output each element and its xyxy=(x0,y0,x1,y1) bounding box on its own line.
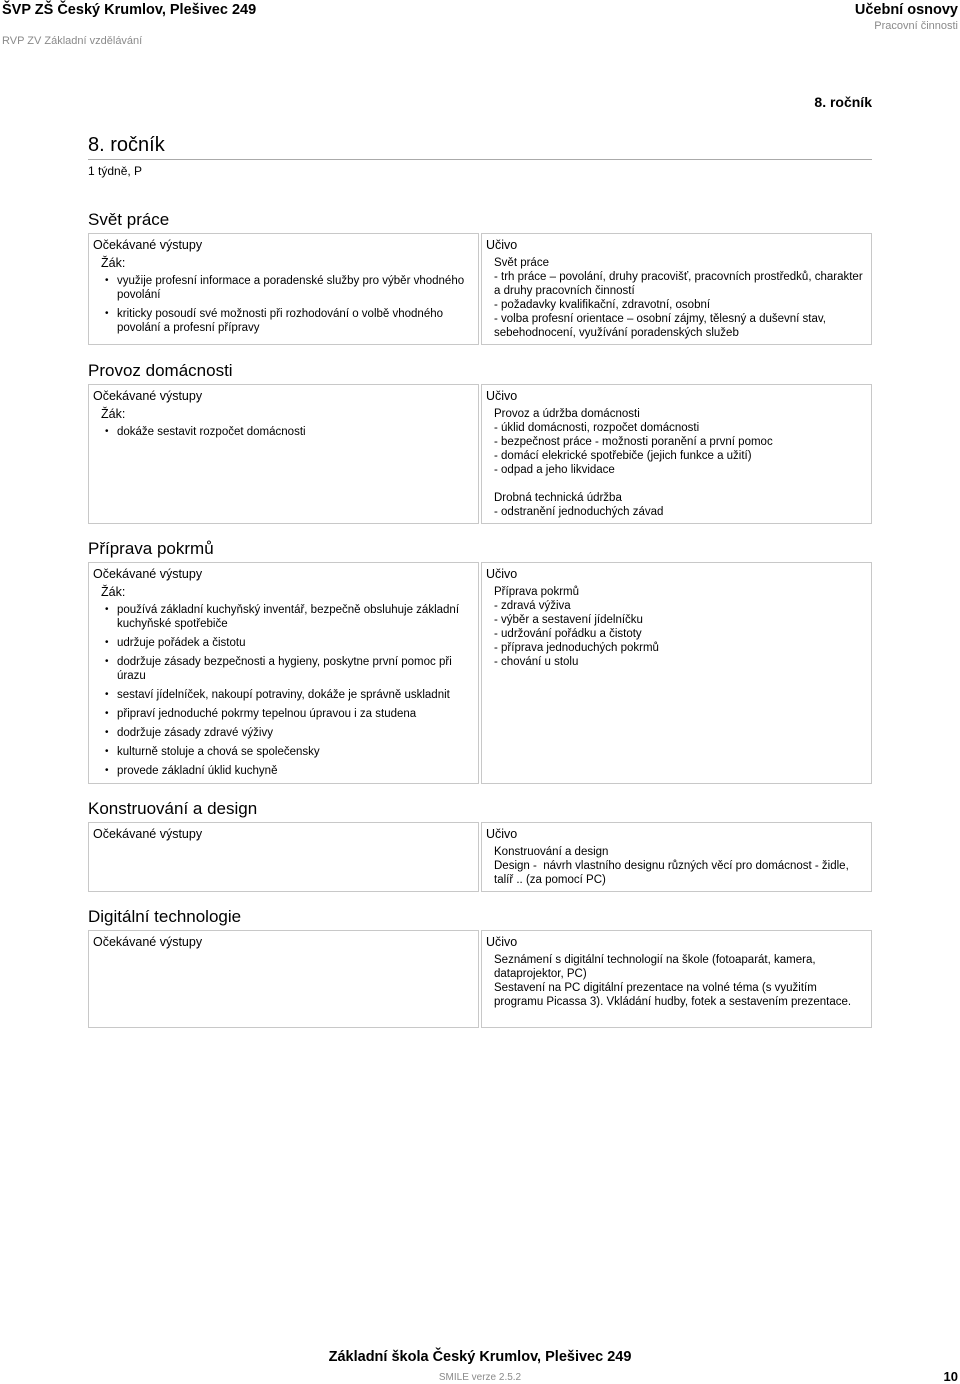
section-title: Digitální technologie xyxy=(88,907,242,926)
grade-block xyxy=(88,133,872,178)
list-item: • dodržuje zásady bezpečnosti a hygieny, poskytne první pomoc při úrazu xyxy=(105,655,474,683)
zak-label: Žák: xyxy=(101,407,126,421)
ucivo-box xyxy=(481,562,872,784)
list-item: • dokáže sestavit rozpočet domácnosti xyxy=(105,425,474,439)
header-grade: 8. ročník xyxy=(814,94,872,110)
ucivo-box xyxy=(481,384,872,524)
outcomes-list xyxy=(93,603,474,778)
ucivo-line: Seznámení s digitální technologií na škole (fotoaparát, kamera, dataprojektor, PC) xyxy=(494,954,819,980)
ucivo-heading: Učivo xyxy=(486,567,518,581)
ucivo-line: Svět práce xyxy=(494,257,549,269)
list-item: • dodržuje zásady zdravé výživy xyxy=(105,726,474,740)
outcomes-heading: Očekávané výstupy xyxy=(93,389,203,403)
ucivo-line: Design - návrh vlastního designu různých věcí pro domácnost - židle, talíř .. (za pomocí PC) xyxy=(494,860,852,886)
ucivo-line: - odstranění jednoduchých závad xyxy=(494,506,664,518)
ucivo-line: - chování u stolu xyxy=(494,656,579,668)
list-item: • provede základní úklid kuchyně xyxy=(105,764,474,778)
ucivo-line: Drobná technická údržba xyxy=(494,492,622,504)
footer-version: SMILE verze 2.5.2 xyxy=(438,1372,522,1383)
list-item: • využije profesní informace a poradenské služby pro výběr vhodného povolání xyxy=(105,274,474,302)
outcomes-box xyxy=(88,562,479,784)
list-item: • sestaví jídelníček, nakoupí potraviny, dokáže je správně uskladnit xyxy=(105,688,474,702)
list-item: • udržuje pořádek a čistotu xyxy=(105,636,474,650)
header-school: ŠVP ZŠ Český Krumlov, Plešivec 249 xyxy=(2,2,257,18)
ucivo-box xyxy=(481,233,872,345)
list-item: • kulturně stoluje a chová se společensky xyxy=(105,745,474,759)
outcomes-list xyxy=(93,274,474,335)
ucivo-line: Konstruování a design xyxy=(494,846,609,858)
ucivo-line: Sestavení na PC digitální prezentace na volné téma (s využitím programu Picassa 3). Vkládání hudby, fotek a sestavením prezentace. xyxy=(494,982,852,1008)
section-title: Konstruování a design xyxy=(88,799,258,818)
section-title: Provoz domácnosti xyxy=(88,361,233,380)
ucivo-line: - bezpečnost práce - možnosti poranění a první pomoc xyxy=(494,436,773,448)
grade-title: 8. ročník xyxy=(88,134,165,156)
grade-hours: 1 týdně, P xyxy=(88,164,143,178)
ucivo-heading: Učivo xyxy=(486,827,518,841)
ucivo-line: - výběr a sestavení jídelníčku xyxy=(494,614,643,626)
section-konstruovani-design xyxy=(88,799,872,891)
outcomes-box xyxy=(88,233,479,345)
outcomes-heading: Očekávané výstupy xyxy=(93,238,203,252)
outcomes-box xyxy=(88,822,479,892)
header-rvp: RVP ZV Základní vzdělávání xyxy=(2,35,143,47)
section-title: Příprava pokrmů xyxy=(88,539,214,558)
outcomes-list xyxy=(93,425,474,439)
ucivo-heading: Učivo xyxy=(486,935,518,949)
ucivo-line: - udržování pořádku a čistoty xyxy=(494,628,642,640)
ucivo-heading: Učivo xyxy=(486,389,518,403)
footer-school: Základní škola Český Krumlov, Plešivec 249 xyxy=(328,1349,632,1365)
ucivo-line: - požadavky kvalifikační, zdravotní, osobní xyxy=(494,299,711,311)
outcomes-heading: Očekávané výstupy xyxy=(93,827,203,841)
header-doc-title: Učební osnovy xyxy=(854,2,958,18)
list-item: • používá základní kuchyňský inventář, bezpečně obsluhuje základní kuchyňské spotřebiče xyxy=(105,603,474,631)
outcomes-heading: Očekávané výstupy xyxy=(93,567,203,581)
ucivo-line: - domácí elekrické spotřebiče (jejich funkce a užití) xyxy=(494,450,752,462)
section-svet-prace xyxy=(88,210,872,346)
section-provoz-domacnosti xyxy=(88,361,872,523)
list-item: • kriticky posoudí své možnosti při rozhodování o volbě vhodného povolání a profesní přípravy xyxy=(105,307,474,335)
ucivo-box xyxy=(481,822,872,892)
ucivo-line: - zdravá výživa xyxy=(494,600,571,612)
ucivo-line: Provoz a údržba domácnosti xyxy=(494,408,640,420)
zak-label: Žák: xyxy=(101,585,126,599)
ucivo-heading: Učivo xyxy=(486,238,518,252)
ucivo-line: - trh práce – povolání, druhy pracovišť, pracovních prostředků, charakter a druhy pracovních činností xyxy=(494,271,866,297)
ucivo-line xyxy=(494,477,867,491)
list-item: • připraví jednoduché pokrmy tepelnou úpravou i za studena xyxy=(105,707,474,721)
outcomes-heading: Očekávané výstupy xyxy=(93,935,203,949)
ucivo-box xyxy=(481,930,872,1028)
section-digitalni-technologie xyxy=(88,907,872,1027)
section-title: Svět práce xyxy=(88,210,170,229)
outcomes-box xyxy=(88,384,479,524)
header-subject: Pracovní činnosti xyxy=(874,20,958,32)
section-priprava-pokrmu xyxy=(88,539,872,785)
ucivo-line: - úklid domácnosti, rozpočet domácnosti xyxy=(494,422,700,434)
ucivo-line: - volba profesní orientace – osobní zájmy, tělesný a duševní stav, sebehodnocení, využívání poradenských služeb xyxy=(494,313,830,339)
ucivo-line: Příprava pokrmů xyxy=(494,586,580,598)
zak-label: Žák: xyxy=(101,256,126,270)
page-number: 10 xyxy=(943,1369,958,1384)
ucivo-line: - odpad a jeho likvidace xyxy=(494,464,615,476)
outcomes-box xyxy=(88,930,479,1028)
grade-divider xyxy=(88,157,872,160)
ucivo-line: - příprava jednoduchých pokrmů xyxy=(494,642,659,654)
